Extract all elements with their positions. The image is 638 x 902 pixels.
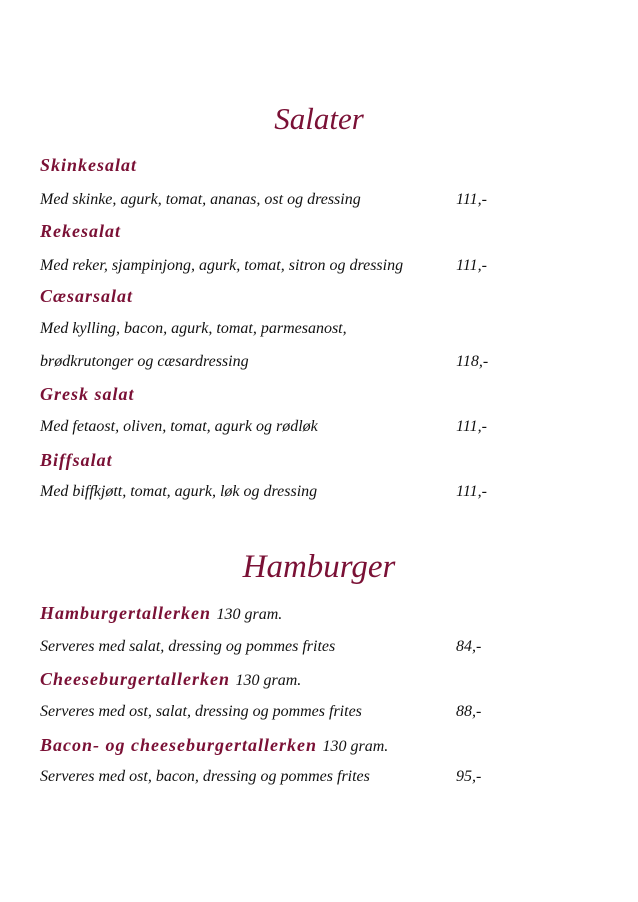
- dish-rekesalat-name: Rekesalat: [40, 221, 121, 241]
- dish-cheeseburgertallerken-weight: 130 gram.: [235, 672, 302, 689]
- dish-cheeseburgertallerken-heading: [40, 669, 301, 690]
- dish-bacon-cheeseburgertallerken-name: Bacon- og cheeseburgertallerken: [40, 735, 317, 755]
- dish-hamburgertallerken-weight: 130 gram.: [216, 606, 283, 623]
- dish-hamburgertallerken-description: Serveres med salat, dressing og pommes frites: [40, 638, 336, 655]
- dish-bacon-cheeseburgertallerken-weight: 130 gram.: [322, 738, 389, 755]
- salater-section-title: Salater: [274, 101, 364, 136]
- dish-caesarsalat-name: Cæsarsalat: [40, 286, 134, 306]
- dish-bacon-cheeseburgertallerken-heading: [40, 735, 388, 756]
- dish-bacon-cheeseburgertallerken-description: Serveres med ost, bacon, dressing og pommes frites: [40, 768, 370, 785]
- dish-gresk-salat-name: Gresk salat: [40, 384, 135, 404]
- dish-rekesalat-price: 111,-: [456, 257, 487, 274]
- dish-gresk-salat-description: Med fetaost, oliven, tomat, agurk og rødløk: [40, 418, 318, 435]
- dish-caesarsalat-price: 118,-: [456, 353, 489, 370]
- dish-biffsalat-description: Med biffkjøtt, tomat, agurk, løk og dressing: [40, 483, 318, 500]
- dish-hamburgertallerken-price: 84,-: [456, 638, 482, 655]
- dish-skinkesalat-name: Skinkesalat: [40, 155, 138, 175]
- dish-hamburgertallerken-name: Hamburgertallerken: [40, 603, 212, 623]
- hamburger-section-title: Hamburger: [242, 549, 396, 585]
- dish-cheeseburgertallerken-name: Cheeseburgertallerken: [40, 669, 230, 689]
- dish-bacon-cheeseburgertallerken-price: 95,-: [456, 768, 482, 785]
- dish-cheeseburgertallerken-description: Serveres med ost, salat, dressing og pommes frites: [40, 703, 362, 720]
- dish-gresk-salat-price: 111,-: [456, 418, 487, 435]
- dish-biffsalat-price: 111,-: [456, 483, 487, 500]
- dish-skinkesalat-description: Med skinke, agurk, tomat, ananas, ost og dressing: [40, 191, 361, 208]
- dish-caesarsalat-description-line1: Med kylling, bacon, agurk, tomat, parmesanost,: [40, 320, 347, 337]
- dish-cheeseburgertallerken-price: 88,-: [456, 703, 482, 720]
- dish-hamburgertallerken-heading: [40, 603, 282, 624]
- dish-rekesalat-description: Med reker, sjampinjong, agurk, tomat, sitron og dressing: [40, 257, 404, 274]
- dish-caesarsalat-description-line2: brødkrutonger og cæsardressing: [40, 353, 249, 370]
- dish-skinkesalat-price: 111,-: [456, 191, 487, 208]
- dish-biffsalat-name: Biffsalat: [40, 450, 113, 470]
